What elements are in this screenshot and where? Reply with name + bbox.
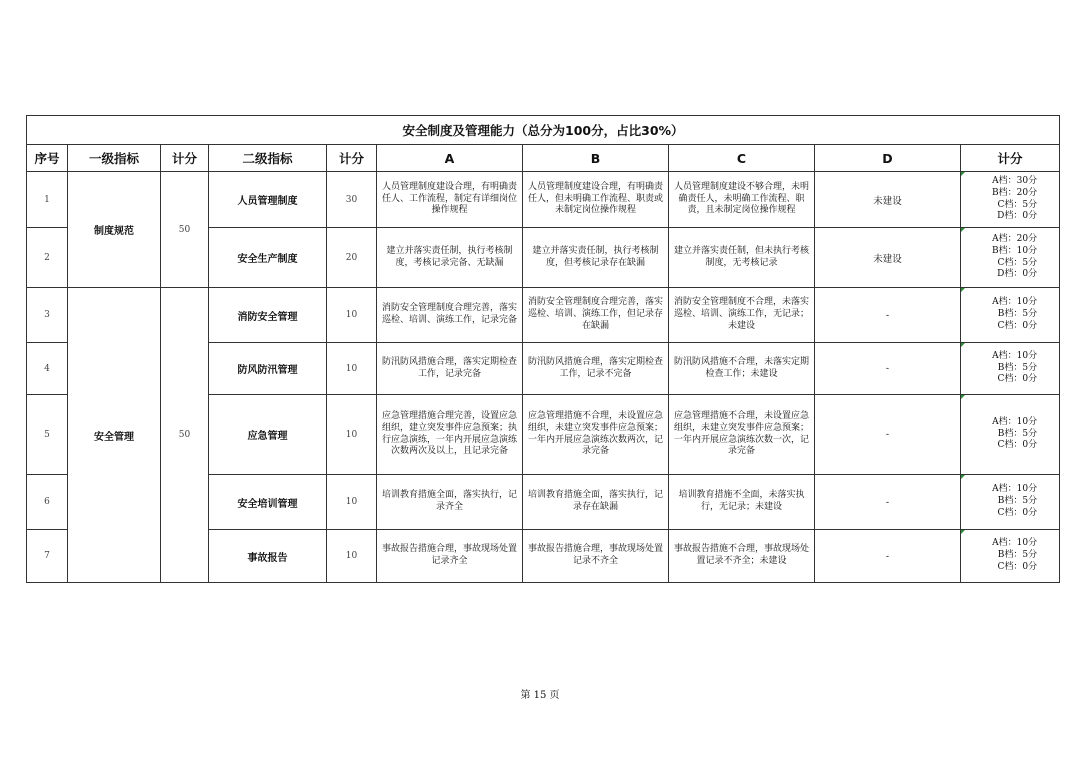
header-row [27, 145, 1060, 172]
indicator-name: 应急管理 [209, 395, 327, 475]
level-b-desc: 防汛防风措施合理，落实定期检查工作，记录不完备 [523, 343, 669, 395]
header-rule: 计分 [961, 145, 1060, 172]
level-a-desc: 人员管理制度建设合理，有明确责任人、工作流程，制定有详细岗位操作规程 [377, 172, 523, 228]
group-name: 安全管理 [68, 288, 161, 583]
table-row [27, 172, 1060, 228]
group-score: 50 [161, 172, 209, 288]
header-d: D [815, 145, 961, 172]
level-c-desc: 建立并落实责任制，但未执行考核制度，无考核记录 [669, 228, 815, 288]
level-b-desc: 消防安全管理制度合理完善，落实巡检、培训、演练工作，但记录存在缺漏 [523, 288, 669, 343]
level-b-desc: 建立并落实责任制，执行考核制度，但考核记录存在缺漏 [523, 228, 669, 288]
level-d-desc: 未建设 [815, 172, 961, 228]
indicator-name: 人员管理制度 [209, 172, 327, 228]
row-no: 3 [27, 288, 68, 343]
indicator-score: 10 [327, 395, 377, 475]
level-c-desc: 培训教育措施不全面，未落实执行，无记录；未建设 [669, 475, 815, 530]
score-rule: A档：10分 B档：5分 C档：0分 [961, 475, 1060, 530]
indicator-name: 安全培训管理 [209, 475, 327, 530]
group-name: 制度规范 [68, 172, 161, 288]
page-number: 第 15 页 [520, 690, 560, 701]
level-b-desc: 应急管理措施不合理，未设置应急组织，未建立突发事件应急预案；一年内开展应急演练次数两次，记录完备 [523, 395, 669, 475]
level-b-desc: 事故报告措施合理，事故现场处置记录不齐全 [523, 530, 669, 583]
header-score2: 计分 [327, 145, 377, 172]
level-c-desc: 消防安全管理制度不合理，未落实巡检、培训、演练工作，无记录；未建设 [669, 288, 815, 343]
row-no: 7 [27, 530, 68, 583]
indicator-score: 10 [327, 530, 377, 583]
level-a-desc: 培训教育措施全面，落实执行，记录齐全 [377, 475, 523, 530]
indicator-name: 事故报告 [209, 530, 327, 583]
header-b: B [523, 145, 669, 172]
indicator-name: 防风防汛管理 [209, 343, 327, 395]
score-rule: A档：30分 B档：20分 C档：5分 D档：0分 [961, 172, 1060, 228]
header-level2: 二级指标 [209, 145, 327, 172]
header-level1: 一级指标 [68, 145, 161, 172]
indicator-name: 安全生产制度 [209, 228, 327, 288]
header-score1: 计分 [161, 145, 209, 172]
score-rule: A档：10分 B档：5分 C档：0分 [961, 530, 1060, 583]
level-c-desc: 防汛防风措施不合理，未落实定期检查工作；未建设 [669, 343, 815, 395]
level-d-desc: 未建设 [815, 228, 961, 288]
indicator-score: 30 [327, 172, 377, 228]
header-a: A [377, 145, 523, 172]
header-c: C [669, 145, 815, 172]
indicator-score: 10 [327, 343, 377, 395]
level-a-desc: 建立并落实责任制，执行考核制度，考核记录完备、无缺漏 [377, 228, 523, 288]
level-c-desc: 应急管理措施不合理，未设置应急组织，未建立突发事件应急预案；一年内开展应急演练次数一次，记录完备 [669, 395, 815, 475]
row-no: 1 [27, 172, 68, 228]
level-b-desc: 人员管理制度建设合理，有明确责任人，但未明确工作流程、职责或未制定岗位操作规程 [523, 172, 669, 228]
indicator-score: 10 [327, 288, 377, 343]
level-a-desc: 事故报告措施合理，事故现场处置记录齐全 [377, 530, 523, 583]
indicator-score: 10 [327, 475, 377, 530]
level-a-desc: 应急管理措施合理完善，设置应急组织，建立突发事件应急预案；执行应急演练，一年内开展应急演练次数两次及以上，且记录完备 [377, 395, 523, 475]
table-title: 安全制度及管理能力（总分为100分，占比30%） [27, 116, 1060, 145]
row-no: 4 [27, 343, 68, 395]
header-no: 序号 [27, 145, 68, 172]
level-c-desc: 人员管理制度建设不够合理，未明确责任人，未明确工作流程、职责，且未制定岗位操作规程 [669, 172, 815, 228]
level-d-desc: - [815, 343, 961, 395]
level-d-desc: - [815, 395, 961, 475]
indicator-name: 消防安全管理 [209, 288, 327, 343]
level-b-desc: 培训教育措施全面，落实执行，记录存在缺漏 [523, 475, 669, 530]
row-no: 2 [27, 228, 68, 288]
group-score: 50 [161, 288, 209, 583]
score-rule: A档：10分 B档：5分 C档：0分 [961, 288, 1060, 343]
level-d-desc: - [815, 530, 961, 583]
row-no: 5 [27, 395, 68, 475]
row-no: 6 [27, 475, 68, 530]
level-d-desc: - [815, 475, 961, 530]
level-c-desc: 事故报告措施不合理，事故现场处置记录不齐全；未建设 [669, 530, 815, 583]
score-rule: A档：10分 B档：5分 C档：0分 [961, 343, 1060, 395]
score-rule: A档：10分 B档：5分 C档：0分 [961, 395, 1060, 475]
level-a-desc: 消防安全管理制度合理完善，落实巡检、培训、演练工作，记录完备 [377, 288, 523, 343]
table-row [27, 288, 1060, 343]
level-a-desc: 防汛防风措施合理，落实定期检查工作，记录完备 [377, 343, 523, 395]
score-rule: A档：20分 B档：10分 C档：5分 D档：0分 [961, 228, 1060, 288]
score-table [26, 115, 1060, 583]
indicator-score: 20 [327, 228, 377, 288]
level-d-desc: - [815, 288, 961, 343]
